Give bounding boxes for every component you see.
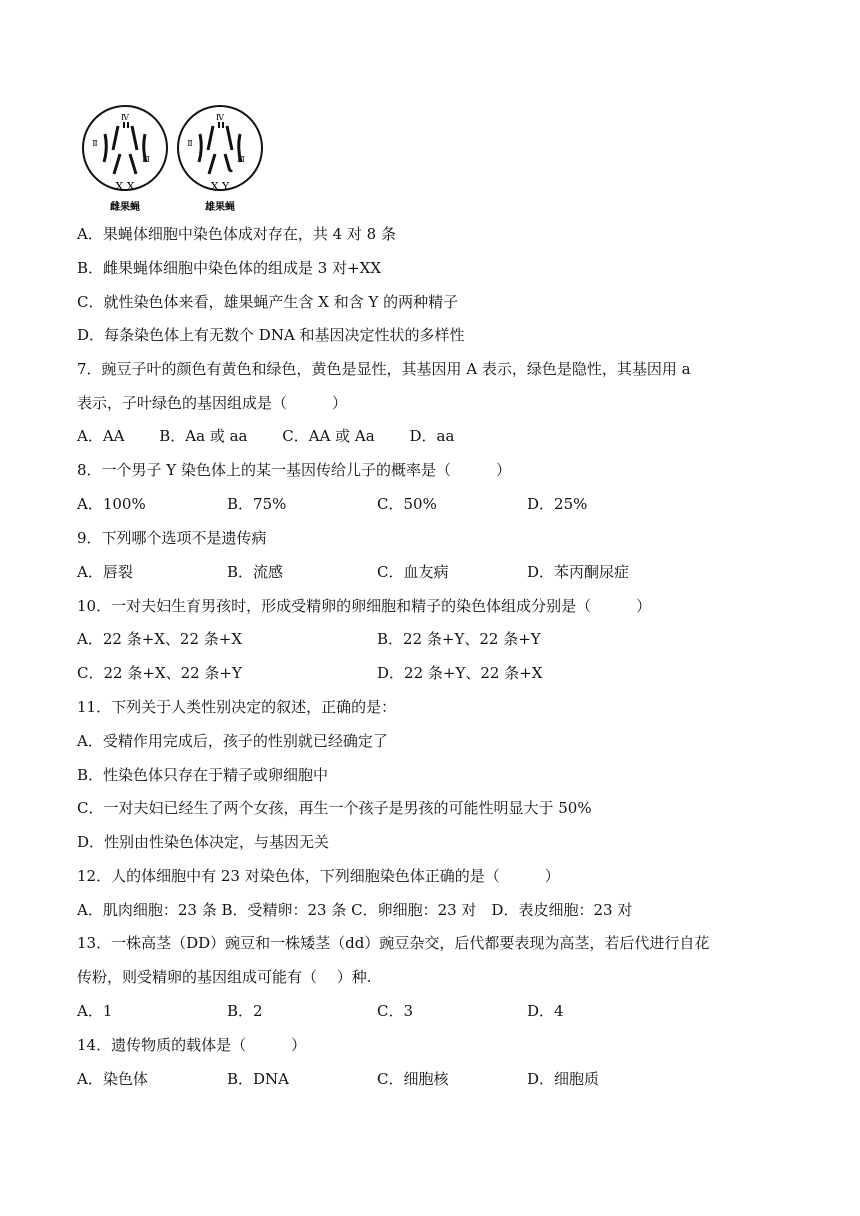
karyotype-diagram — [80, 104, 270, 214]
q11-stem: 11．下列关于人类性别决定的叙述，正确的是： — [77, 698, 397, 716]
q6-option-c: C．就性染色体来看，雄果蝇产生含 X 和含 Y 的两种精子 — [77, 293, 459, 311]
q9-option-b: B．流感 — [227, 563, 284, 581]
male-sex-label: X Y — [210, 180, 230, 193]
q9-option-a: A．唇裂 — [77, 563, 133, 581]
q10-option-b: B．22 条+Y、22 条+Y — [377, 630, 541, 648]
q6-option-a: A．果蝇体细胞中染色体成对存在，共 4 对 8 条 — [77, 225, 396, 243]
q8-stem: 8．一个男子 Y 染色体上的某一基因传给儿子的概率是（ ） — [77, 461, 511, 479]
q12-stem: 12．人的体细胞中有 23 对染色体，下列细胞染色体正确的是（ ） — [77, 867, 560, 885]
q11-option-a: A．受精作用完成后，孩子的性别就已经确定了 — [77, 732, 388, 750]
q7-stem-line1: 7．豌豆子叶的颜色有黄色和绿色，黄色是显性，其基因用 A 表示，绿色是隐性，其基因用 a — [77, 360, 691, 378]
female-sex-label: X X — [115, 180, 135, 193]
svg-text:Ⅳ: Ⅳ — [121, 113, 129, 122]
q13-option-c: C．3 — [377, 1002, 414, 1020]
q12-options: A．肌肉细胞：23 条 B．受精卵：23 条 C．卵细胞：23 对 D．表皮细胞：23 对 — [77, 901, 633, 919]
q10-option-a: A．22 条+X、22 条+X — [77, 630, 243, 648]
svg-text:Ⅱ: Ⅱ — [187, 139, 193, 148]
q13-option-a: A．1 — [77, 1002, 113, 1020]
q6-option-b: B．雌果蝇体细胞中染色体的组成是 3 对+XX — [77, 259, 382, 277]
q10-stem: 10．一对夫妇生育男孩时，形成受精卵的卵细胞和精子的染色体组成分别是（ ） — [77, 597, 652, 615]
q9-stem: 9．下列哪个选项不是遗传病 — [77, 529, 267, 547]
svg-text:Ⅲ: Ⅲ — [142, 155, 150, 164]
q11-option-d: D．性别由性染色体决定，与基因无关 — [77, 833, 330, 851]
q11-option-b: B．性染色体只存在于精子或卵细胞中 — [77, 766, 329, 784]
q13-option-b: B．2 — [227, 1002, 263, 1020]
q7-stem-line2: 表示，子叶绿色的基因组成是（ ） — [77, 394, 348, 412]
male-karyotype — [178, 106, 262, 193]
q14-option-a: A．染色体 — [77, 1070, 148, 1088]
q13-stem-line2: 传粉，则受精卵的基因组成可能有（ ）种. — [77, 968, 372, 986]
q8-option-b: B．75% — [227, 495, 287, 513]
q7-options: A．AA B．Aa 或 aa C．AA 或 Aa D．aa — [77, 427, 455, 445]
q8-option-c: C．50% — [377, 495, 437, 513]
svg-text:Ⅳ: Ⅳ — [216, 113, 224, 122]
female-caption: 雌果蝇 — [110, 202, 140, 213]
q8-option-d: D．25% — [527, 495, 588, 513]
q10-option-c: C．22 条+X、22 条+Y — [77, 664, 242, 682]
q6-option-d: D．每条染色体上有无数个 DNA 和基因决定性状的多样性 — [77, 326, 465, 344]
q9-option-d: D．苯丙酮尿症 — [527, 563, 630, 581]
male-caption: 雄果蝇 — [205, 202, 235, 213]
q13-stem-line1: 13．一株高茎（DD）豌豆和一株矮茎（dd）豌豆杂交，后代都要表现为高茎，若后代进行自花 — [77, 934, 710, 952]
q14-option-d: D．细胞质 — [527, 1070, 600, 1088]
q11-option-c: C．一对夫妇已经生了两个女孩，再生一个孩子是男孩的可能性明显大于 50% — [77, 799, 592, 817]
q14-option-b: B．DNA — [227, 1070, 290, 1088]
svg-text:Ⅱ: Ⅱ — [92, 139, 98, 148]
female-karyotype — [83, 106, 167, 193]
q14-stem: 14．遗传物质的载体是（ ） — [77, 1036, 307, 1054]
q13-option-d: D．4 — [527, 1002, 564, 1020]
q10-option-d: D．22 条+Y、22 条+X — [377, 664, 543, 682]
q9-option-c: C．血友病 — [377, 563, 449, 581]
karyotype-figure — [80, 104, 270, 214]
svg-text:Ⅲ: Ⅲ — [237, 155, 245, 164]
q8-option-a: A．100% — [77, 495, 146, 513]
q14-option-c: C．细胞核 — [377, 1070, 449, 1088]
